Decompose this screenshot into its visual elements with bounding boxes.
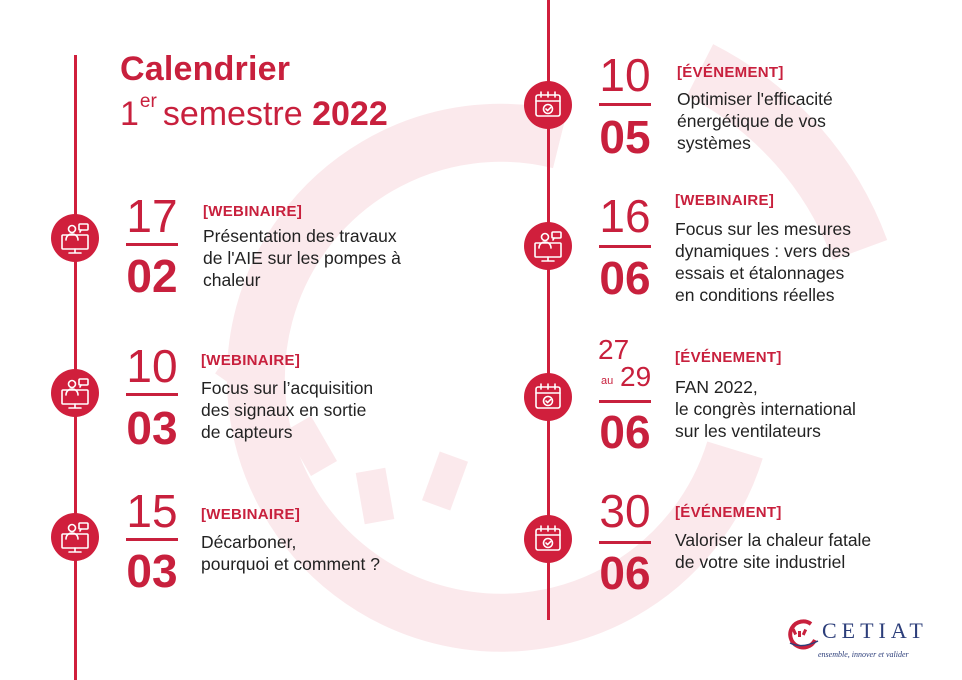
event-day-separator: au (601, 375, 614, 387)
event-day: 17 (126, 190, 178, 242)
event-date (595, 190, 655, 304)
page-subtitle (120, 91, 388, 134)
event-description (675, 529, 871, 573)
event-description-line: Valoriser la chaleur fatale (675, 530, 872, 550)
event-month: 05 (599, 111, 651, 163)
date-divider (599, 400, 651, 403)
event-date (122, 190, 182, 303)
event-date-range (595, 336, 655, 456)
date-divider (126, 538, 178, 541)
event-description (203, 225, 401, 291)
calendar-check-icon (524, 81, 572, 129)
event-description-line: Optimiser l'efficacité (677, 89, 833, 109)
event-day: 16 (599, 190, 651, 242)
date-divider (599, 245, 651, 248)
event-description-line: systèmes (677, 133, 751, 153)
event-type-tag: [ÉVÉNEMENT] (675, 349, 782, 366)
subtitle-year: 2022 (312, 95, 388, 133)
event-description-line: des signaux en sortie (201, 400, 367, 420)
event-description-line: en conditions réelles (675, 285, 835, 305)
event-month: 06 (599, 547, 651, 599)
event-day: 10 (126, 340, 178, 392)
event-description-line: Décarboner, (201, 532, 297, 552)
event-type-tag: [WEBINAIRE] (675, 192, 775, 209)
event-type-tag: [WEBINAIRE] (203, 203, 303, 220)
event-day: 15 (126, 485, 178, 537)
event-description (201, 377, 373, 443)
event-description-line: dynamiques : vers des (675, 241, 851, 261)
event-date (122, 340, 182, 454)
webinar-icon (524, 222, 572, 270)
event-description-line: chaleur (203, 270, 261, 290)
event-type-tag: [WEBINAIRE] (201, 506, 301, 523)
event-description (677, 88, 833, 154)
event-description-line: essais et étalonnages (675, 263, 845, 283)
event-month: 06 (599, 252, 651, 304)
logo-emblem-icon (784, 617, 820, 651)
event-day: 10 (599, 49, 651, 101)
date-divider (126, 243, 178, 246)
event-day-to: 29 (620, 361, 652, 392)
event-date (595, 485, 655, 599)
logo-tagline: ensemble, innover et valider (818, 650, 909, 659)
calendar-check-icon (524, 515, 572, 563)
event-description-line: Présentation des travaux (203, 226, 397, 246)
event-type-tag: [ÉVÉNEMENT] (677, 64, 784, 81)
event-description-line: Focus sur les mesures (675, 219, 852, 239)
event-month: 03 (126, 402, 178, 454)
event-month: 02 (126, 250, 178, 302)
event-description-line: de capteurs (201, 422, 293, 442)
event-month: 03 (126, 545, 178, 597)
event-day-from: 27 (598, 334, 630, 365)
event-description-line: énergétique de vos (677, 111, 826, 131)
event-description (675, 218, 851, 306)
event-type-tag: [ÉVÉNEMENT] (675, 504, 782, 521)
subtitle-prefix: 1 (120, 95, 139, 133)
event-description-line: sur les ventilateurs (675, 421, 821, 441)
calendar-check-icon (524, 373, 572, 421)
webinar-icon (51, 369, 99, 417)
event-description-line: le congrès international (675, 399, 856, 419)
event-description-line: de l'AIE sur les pompes à (203, 248, 401, 268)
cetiat-logo (784, 617, 934, 667)
event-description (201, 531, 380, 575)
timeline-left (74, 55, 77, 680)
webinar-icon (51, 214, 99, 262)
event-date (122, 485, 182, 598)
logo-wordmark: CETIAT (822, 618, 928, 643)
event-day: 30 (599, 485, 651, 537)
date-divider (599, 103, 651, 106)
date-divider (599, 541, 651, 544)
event-month: 06 (599, 406, 651, 458)
subtitle-sup: er (139, 91, 157, 112)
event-type-tag: [WEBINAIRE] (201, 352, 301, 369)
date-divider (126, 393, 178, 396)
event-description-line: de votre site industriel (675, 552, 846, 572)
event-description-line: Focus sur l’acquisition (201, 378, 374, 398)
subtitle-word: semestre (162, 95, 303, 133)
webinar-icon (51, 513, 99, 561)
event-description-line: FAN 2022, (675, 377, 758, 397)
page-title: Calendrier (120, 50, 291, 88)
event-description (675, 376, 856, 442)
event-description-line: pourquoi et comment ? (201, 554, 380, 574)
event-date (595, 49, 655, 163)
